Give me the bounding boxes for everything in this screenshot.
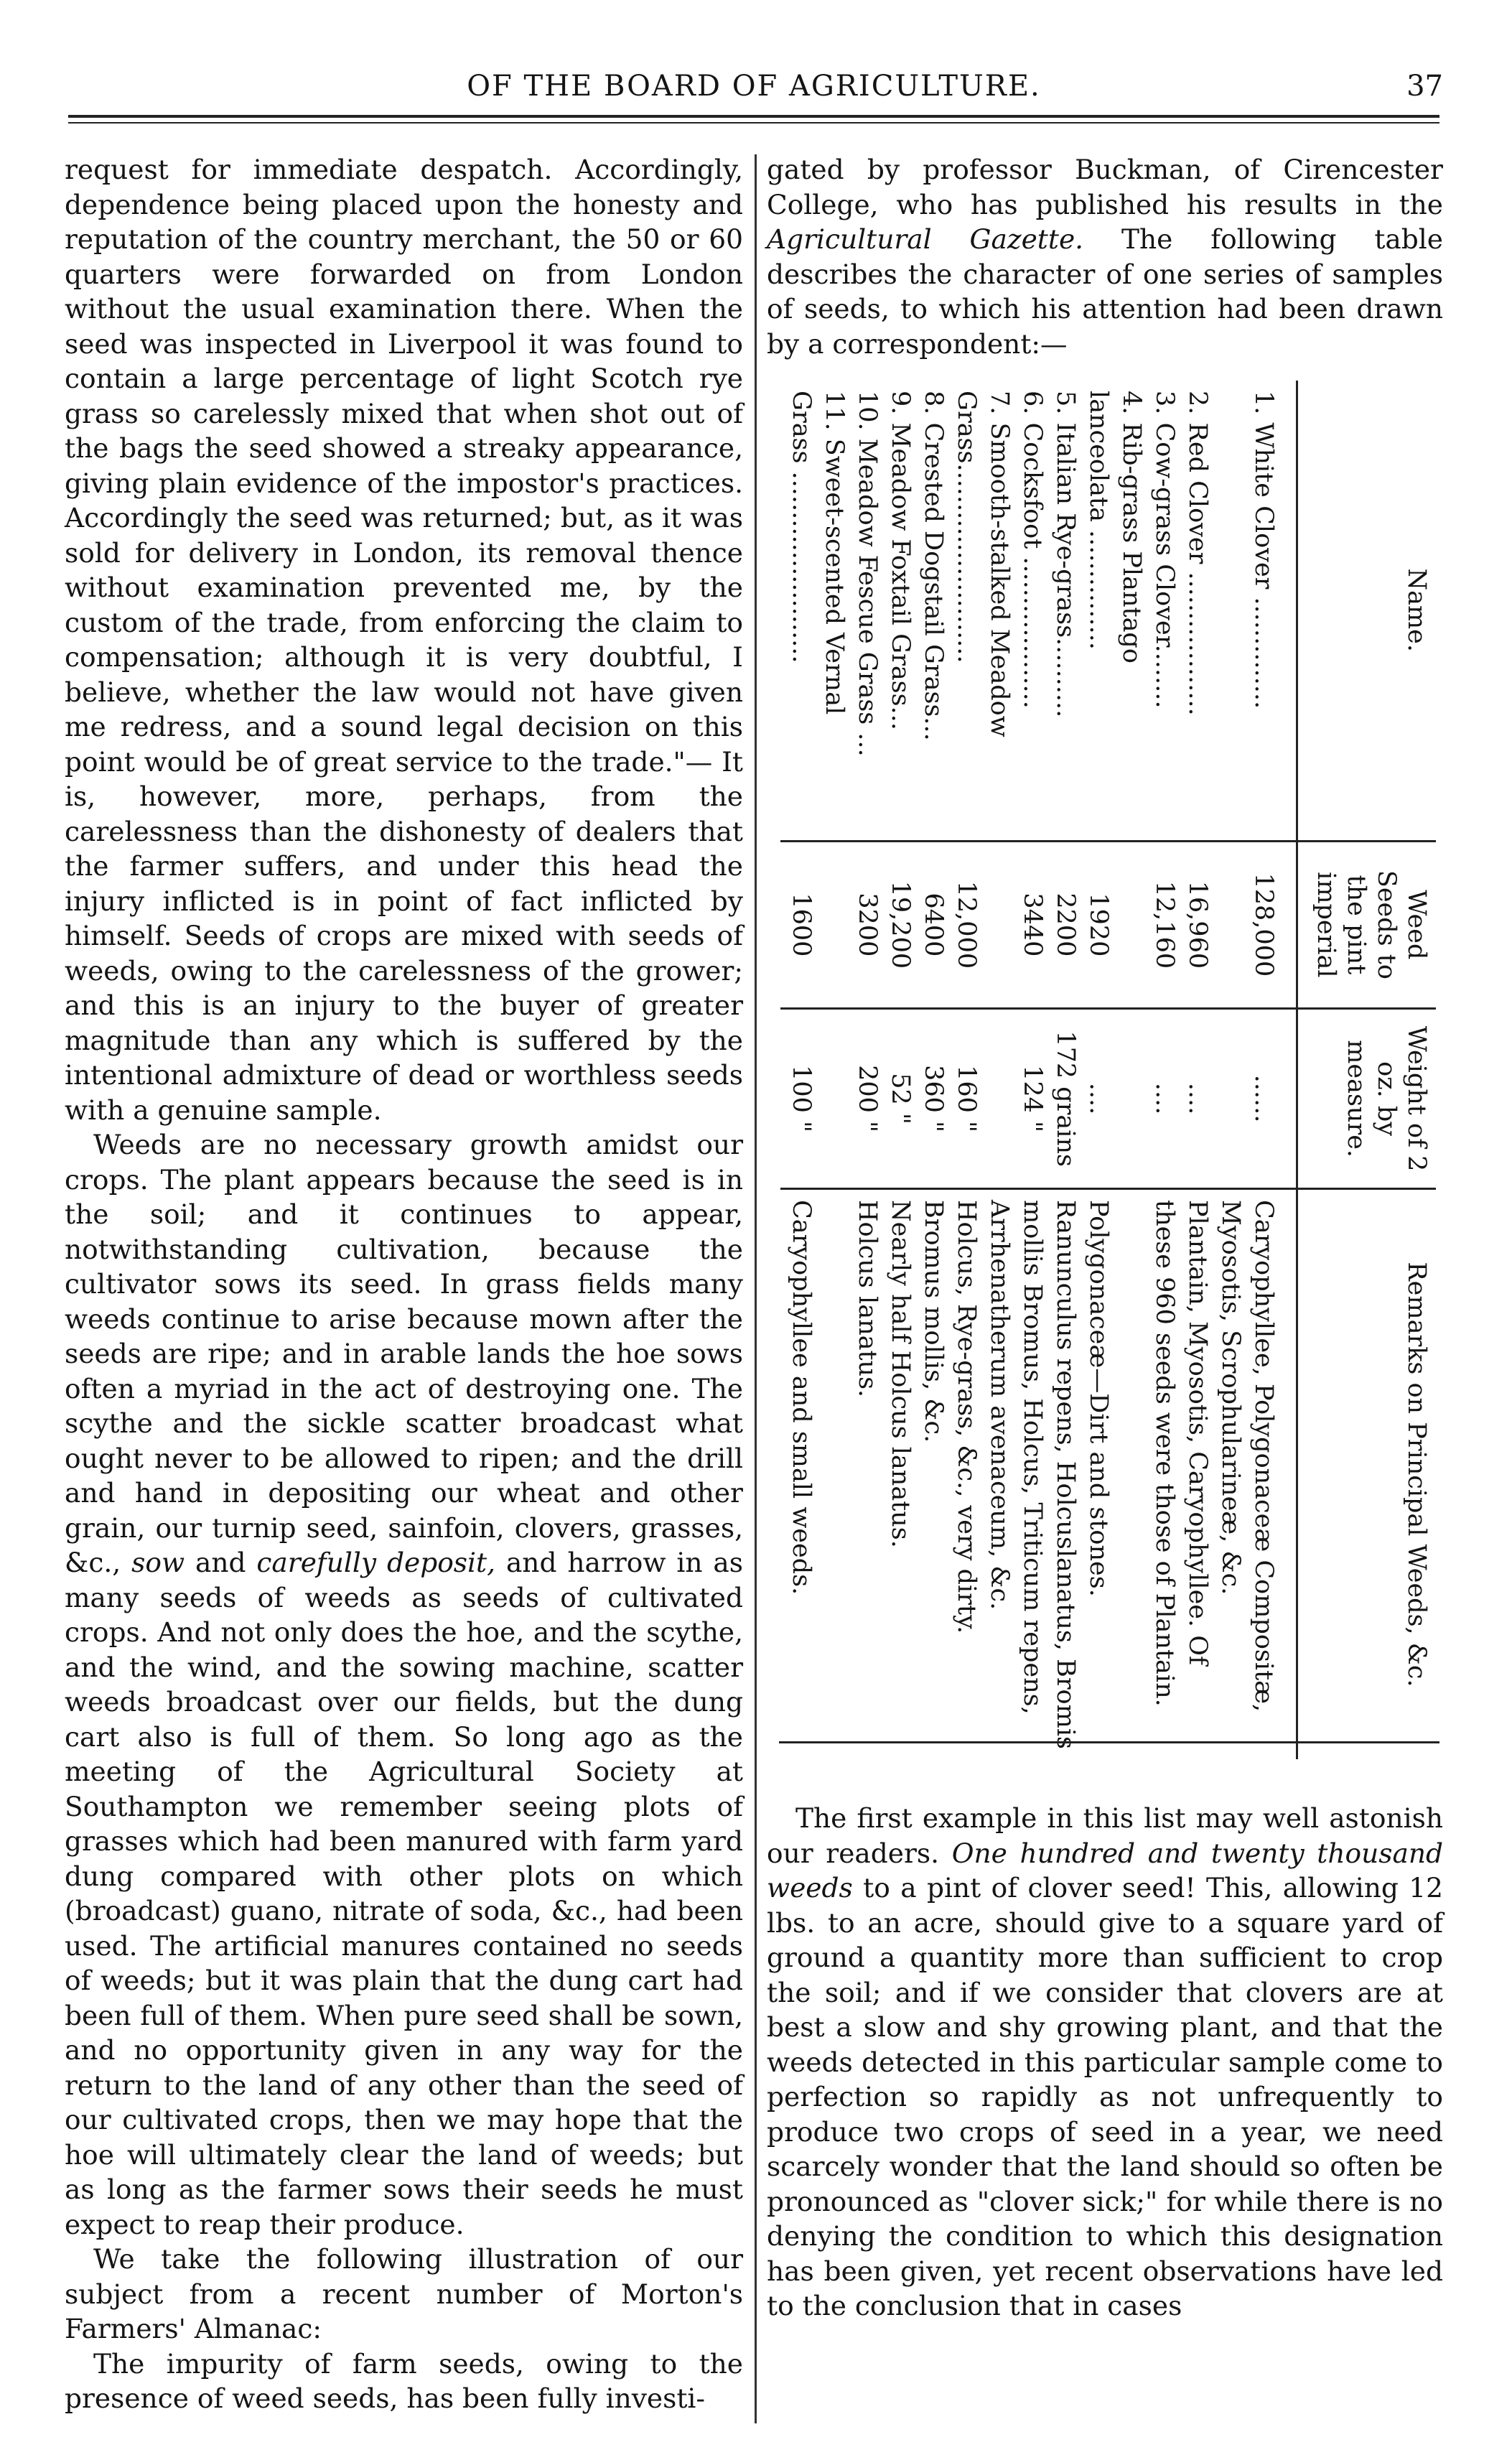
header-remarks: Remarks on Principal Weeds, &c. bbox=[1297, 1189, 1437, 1760]
table-bottom-rule bbox=[779, 1741, 1439, 1743]
table-cell-name bbox=[1214, 391, 1247, 830]
weed-seed-table-wrapper bbox=[780, 381, 1436, 1759]
table-cell-name: 5. Italian Rye-grass.......... bbox=[1051, 391, 1080, 718]
paragraph: The impurity of farm seeds, owing to the presence of weed seeds, has been fully investi- bbox=[65, 2347, 743, 2414]
header-name: Name. bbox=[1297, 381, 1437, 841]
emphasis: Agricultural Gazette. bbox=[767, 223, 1084, 255]
paragraph bbox=[767, 1801, 1443, 2324]
name-cells bbox=[780, 381, 1297, 841]
table-cell-name: 7. Smooth-stalked Meadow bbox=[985, 391, 1014, 737]
table-cell-seeds: 6400 bbox=[919, 893, 948, 957]
table-cell-seeds: 19,200 bbox=[886, 880, 915, 969]
table-cell-weight: 100 " bbox=[787, 1065, 816, 1133]
table-cell-weight: 124 " bbox=[1018, 1065, 1047, 1133]
table-cell-name: Grass ........................ bbox=[787, 391, 816, 663]
header-rule-thin bbox=[68, 122, 1439, 124]
table-cell-weight: .... bbox=[1084, 1082, 1113, 1115]
emphasis: One hundred and twenty thousand weeds bbox=[767, 1837, 1444, 1904]
header-rule bbox=[68, 115, 1439, 118]
table-cell-seeds: 3200 bbox=[853, 893, 882, 957]
text-run: The first example in this list may well astonish our readers. bbox=[767, 1802, 1443, 1869]
table-cell-weight bbox=[983, 1020, 1016, 1178]
table-cell-remarks: Polygonaceæ—Dirt and stones. bbox=[1084, 1200, 1113, 1597]
table-cell-name: 6. Cocksfoot ................... bbox=[1018, 391, 1047, 709]
table-cell-seeds bbox=[818, 852, 851, 998]
table-cell-seeds bbox=[1214, 852, 1247, 998]
table-cell-remarks: Holcus lanatus. bbox=[853, 1200, 882, 1398]
table-cell-weight: 52 " bbox=[886, 1073, 915, 1125]
table-cell-weight: 172 grains bbox=[1051, 1030, 1080, 1167]
table-cell-weight: 360 " bbox=[919, 1065, 948, 1133]
paragraph bbox=[65, 1127, 743, 2242]
paragraph bbox=[767, 152, 1443, 361]
table-cell-remarks: Nearly half Holcus lanatus. bbox=[886, 1200, 915, 1548]
seed-count-cells bbox=[780, 841, 1297, 1009]
table-cell-remarks bbox=[1115, 1200, 1148, 1749]
table-cell-name: 4. Rib-grass Plantago bbox=[1117, 391, 1146, 663]
table-cell-weight: ...... bbox=[1249, 1074, 1278, 1123]
table-cell-remarks bbox=[818, 1200, 851, 1749]
table-cell-weight bbox=[818, 1020, 851, 1178]
text-run: and bbox=[185, 1547, 257, 1578]
table-cell-weight: .... bbox=[1150, 1082, 1179, 1115]
emphasis: carefully deposit, bbox=[256, 1547, 496, 1578]
table-cell-seeds: 3440 bbox=[1018, 893, 1047, 957]
emphasis: sow bbox=[131, 1547, 185, 1578]
right-column-continuation bbox=[767, 1801, 1443, 2324]
table-cell-remarks: Bromus mollis, &c. bbox=[919, 1200, 948, 1443]
table-cell-remarks: Holcus, Rye-grass, &c., very dirty. bbox=[952, 1200, 981, 1634]
column-divider bbox=[755, 154, 757, 2423]
table-cell-name: 1. White Clover .............. bbox=[1249, 391, 1278, 709]
text-run: and harrow in as many seeds of weeds as seeds of cultivated crops. And not only does the hoe, and the scythe, and the wind, and the sowing machine, scatter weeds broadcast over our fields, but the dung cart also is full of them. So long ago as the meeting of the Agricultural Society at Southampton we remember seeing plots of grasses which had been manured with farm yard dung compared with other plots on which (broadcast) guano, nitrate of soda, &c., had been used. The artificial manures contained no seeds of weeds; but it was plain that the dung cart had been full of them. When pure seed shall be sown, and no opportunity given in any way for the return to the land of any other than the seed of our cultivated crops, then we may hope that the hoe will ultimately clear the land of weeds; but as long as the farmer sows their seeds he must expect to reap their produce. bbox=[65, 1547, 743, 2240]
table-cell-name: 2. Red Clover .................. bbox=[1183, 391, 1212, 716]
table-cell-seeds: 16,960 bbox=[1183, 880, 1212, 969]
table-cell-seeds: 1600 bbox=[787, 893, 816, 957]
running-title: OF THE BOARD OF AGRICULTURE. bbox=[467, 70, 1041, 103]
table-cell-seeds: 2200 bbox=[1051, 893, 1080, 957]
table-cell-remarks: mollis Bromus, Holcus, Triticum repens, bbox=[1018, 1200, 1047, 1715]
text-run: gated by professor Buckman, of Cirencester College, who has published his results in the bbox=[767, 154, 1443, 220]
table-cell-remarks: Arrhenatherum avenaceum, &c. bbox=[985, 1200, 1014, 1611]
table-cell-remarks: Ranunculus repens, Holcuslanatus, Bromis bbox=[1051, 1200, 1080, 1749]
table-cell-name: 3. Cow-grass Clover........ bbox=[1150, 391, 1179, 709]
page-number: 37 bbox=[1406, 70, 1443, 103]
table-cell-seeds: 12,160 bbox=[1150, 880, 1179, 969]
table-cell-name: 8. Crested Dogstail Grass... bbox=[919, 391, 948, 741]
table-cell-name: lanceolata ............... bbox=[1084, 391, 1113, 650]
table-cell-remarks: Plantain, Myosotis, Caryophyllee. Of bbox=[1183, 1200, 1212, 1665]
table-cell-seeds bbox=[1115, 852, 1148, 998]
table-cell-name: 11. Sweet-scented Vernal bbox=[820, 391, 849, 715]
table-cell-name: 9. Meadow Foxtail Grass... bbox=[886, 391, 915, 730]
page-header bbox=[65, 66, 1443, 109]
header-weed-seeds: Weed Seeds to the pint imperial bbox=[1297, 841, 1437, 1009]
table-cell-weight bbox=[1214, 1020, 1247, 1178]
table-cell-name: Grass......................... bbox=[952, 391, 981, 663]
table-cell-seeds: 128,000 bbox=[1249, 872, 1278, 977]
table-cell-weight: .... bbox=[1183, 1082, 1212, 1115]
table-cell-seeds bbox=[983, 852, 1016, 998]
table-cell-weight: 200 " bbox=[853, 1065, 882, 1133]
table-cell-weight bbox=[1115, 1020, 1148, 1178]
table-cell-name: 10. Meadow Fescue Grass ... bbox=[853, 391, 882, 757]
right-column-intro bbox=[767, 152, 1443, 361]
header-weight: Weight of 2 oz. by measure. bbox=[1297, 1009, 1437, 1189]
table-cell-remarks: these 960 seeds were those of Plantain. bbox=[1150, 1200, 1179, 1707]
table-cell-remarks: Caryophyllee, Polygonaceæ Compositæ, bbox=[1249, 1200, 1278, 1713]
text-run: The following table describes the character of one series of samples of seeds, to which his attention had been drawn by a correspondent:— bbox=[767, 223, 1443, 360]
table-cell-weight: 160 " bbox=[952, 1065, 981, 1133]
paragraph: We take the following illustration of our subject from a recent number of Morton's Farmers' Almanac: bbox=[65, 2243, 743, 2344]
weight-cells bbox=[780, 1009, 1297, 1189]
text-run: Weeds are no necessary growth amidst our crops. The plant appears because the seed is in the soil; and it continues to appear, notwithstanding cultivation, because the cultivator sows its seed. In grass fields many weeds continue to arise because mown after the seeds are ripe; and in arable lands the hoe sows often a myriad in the act of destroying one. The scythe and the sickle scatter broadcast what ought never to be allowed to ripen; and the drill and hand in depositing our wheat and other grain, our turnip seed, sainfoin, clovers, grasses, &c., bbox=[65, 1129, 743, 1578]
table-cell-seeds: 1920 bbox=[1084, 893, 1113, 957]
table-cell-remarks: Myosotis, Scrophularineæ, &c. bbox=[1216, 1200, 1245, 1595]
table-cell-remarks: Caryophyllee and small weeds. bbox=[787, 1200, 816, 1595]
left-column bbox=[65, 152, 743, 2416]
paragraph: request for immediate despatch. Accordingly, dependence being placed upon the honesty and reputation of the country merchant, the 50 or 60 quarters were forwarded on from London without the usual examination there. When the seed was inspected in Liverpool it was found to contain a large percentage of light Scotch rye grass so carelessly mixed that when shot out of the bags the seed showed a streaky appearance, giving plain evidence of the impostor's practices. Accordingly the seed was returned; but, as it was sold for delivery in London, its removal thence without examination prevented me, by the custom of the trade, from enforcing the claim to compensation; although it is very doubtful, I believe, whether the law would not have given me redress, and a sound legal decision on this point would be of great service to the trade."— It is, however, more, perhaps, from the carelessness than the dishonesty of dealers that the farmer suffers, and under this head the injury inflicted is in point of fact inflicted by himself. Seeds of crops are mixed with seeds of weeds, owing to the carelessness of the grower; and this is an injury to the buyer of greater magnitude than any which is suffered by the intentional admixture of dead or worthless seeds with a genuine sample. bbox=[65, 154, 743, 1126]
remarks-cells bbox=[780, 1189, 1297, 1760]
table-cell-seeds: 12,000 bbox=[952, 880, 981, 969]
weed-seed-table bbox=[780, 381, 1436, 1759]
text-run: to a pint of clover seed! This, allowing 12 lbs. to an acre, should give to a square yard of ground a quantity more than sufficient to crop the soil; and if we consider that clovers are at best a slow and shy growing plant, and that the weeds detected in this particular sample come to perfection so rapidly as not unfrequently to produce two crops of seed in a year, we need scarcely wonder that the land should so often be pronounced as "clover sick;" for while there is no denying the condition to which this designation has been given, yet recent observations have led to the conclusion that in cases bbox=[767, 1872, 1443, 2321]
